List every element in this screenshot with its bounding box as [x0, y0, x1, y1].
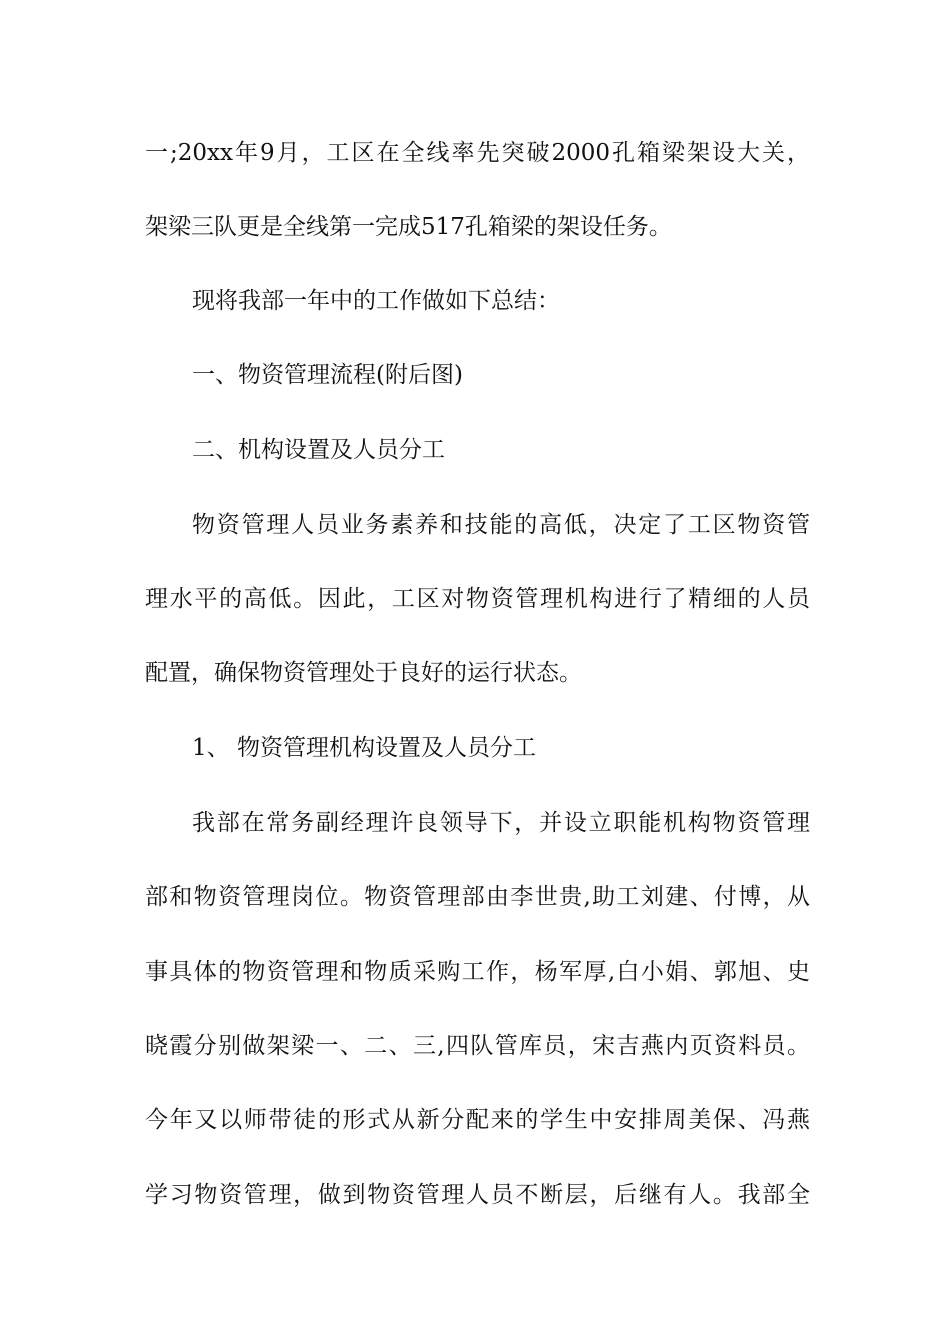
text-line: 架梁三队更是全线第一完成517孔箱梁的架设任务。: [145, 214, 672, 240]
text-line: 部和物资管理岗位。物资管理部由李世贵,助工刘建、付博，从: [145, 884, 810, 910]
text-line: 学习物资管理，做到物资管理人员不断层，后继有人。我部全: [145, 1182, 810, 1208]
text-line: 一;20xx年9月，工区在全线率先突破2000孔箱梁架设大关，: [145, 140, 810, 166]
text-line: 物资管理人员业务素养和技能的高低，决定了工区物资管: [192, 512, 810, 538]
text-line: 现将我部一年中的工作做如下总结：: [192, 288, 560, 314]
text-line: 配置，确保物资管理处于良好的运行状态。: [145, 660, 582, 686]
text-line: 事具体的物资管理和物质采购工作，杨军厚,白小娟、郭旭、史: [145, 959, 810, 985]
text-line: 晓霞分别做架梁一、二、三,四队管库员，宋吉燕内页资料员。: [145, 1033, 810, 1059]
text-line: 我部在常务副经理许良领导下，并设立职能机构物资管理: [192, 810, 810, 836]
text-line: 理水平的高低。因此，工区对物资管理机构进行了精细的人员: [145, 586, 810, 612]
subsection-heading: 1、 物资管理机构设置及人员分工: [192, 735, 536, 761]
text-line: 今年又以师带徒的形式从新分配来的学生中安排周美保、冯燕: [145, 1107, 810, 1133]
section-heading: 二、机构设置及人员分工: [192, 437, 445, 463]
section-heading: 一、物资管理流程(附后图): [192, 362, 463, 388]
